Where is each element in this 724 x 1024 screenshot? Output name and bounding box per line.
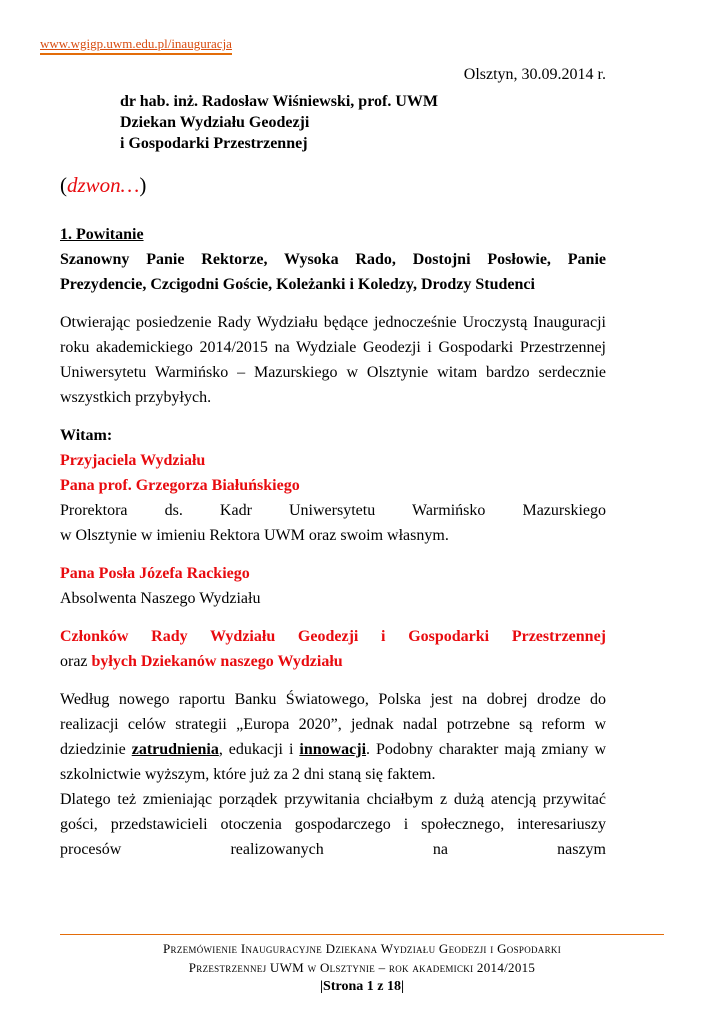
deputy-name: Pana Posła Józefa Rackiego xyxy=(60,565,250,582)
council-block xyxy=(60,624,606,674)
author-block xyxy=(60,91,606,154)
former-deans-line xyxy=(60,649,606,674)
inauguration-link[interactable]: www.wgigp.uwm.edu.pl/inauguracja xyxy=(40,36,232,55)
guest-role: Przyjaciela Wydziału xyxy=(60,452,206,469)
close-paren-text: ) xyxy=(139,173,147,197)
author-title-line-1: Dziekan Wydziału Geodezji xyxy=(120,114,310,131)
page-number: |Strona 1 z 18| xyxy=(319,979,405,994)
closing-paragraph: Dlatego też zmieniając porządek przywitania chciałbym z dużą atencją przywitać gości, przedstawicieli otoczenia gospodarczego i społecznego, interesariuszy procesów realizowanych na naszym xyxy=(60,791,606,858)
open-paren-text: ( xyxy=(60,173,67,197)
greeting-paragraph: Szanowny Panie Rektorze, Wysoka Rado, Dostojni Posłowie, Panie Prezydencie, Czcigodni Goście, Koleżanki i Koledzy, Drodzy Studenci xyxy=(60,251,606,293)
bell-cue-word: dzwon… xyxy=(67,173,140,197)
section-heading: 1. Powitanie xyxy=(60,226,144,243)
council-line: Członków Rady Wydziału Geodezji i Gospodarki Przestrzennej xyxy=(60,628,606,645)
opening-paragraph: Otwierając posiedzenie Rady Wydziału będące jednocześnie Uroczystą Inauguracji roku akademickiego 2014/2015 na Wydziale Geodezji i Gospodarki Przestrzennej Uniwersytetu Warmińsko – Mazurskiego w Olsztynie witam bardzo serdecznie wszystkich przybyłych. xyxy=(60,314,606,406)
stage-cue xyxy=(60,170,606,200)
author-title-line-2: i Gospodarki Przestrzennej xyxy=(120,135,308,152)
author-name: dr hab. inż. Radosław Wiśniewski, prof. UWM xyxy=(120,93,438,110)
guest-description-line-2: w Olsztynie w imieniu Rektora UWM oraz swoim własnym. xyxy=(60,527,449,544)
deputy-description: Absolwenta Naszego Wydziału xyxy=(60,590,261,607)
dateline: Olsztyn, 30.09.2014 r. xyxy=(463,66,606,83)
welcome-label: Witam: xyxy=(60,427,113,444)
connector-text: oraz xyxy=(60,653,92,670)
report-paragraph xyxy=(60,687,606,787)
footer-title-line-2: Przestrzennej UWM w Olsztynie – rok akademicki 2014/2015 xyxy=(188,960,536,975)
page-footer xyxy=(60,934,664,995)
emphasized-term-employment: zatrudnienia xyxy=(131,741,219,758)
footer-title-line-1: Przemówienie Inauguracyjne Dziekana Wydziału Geodezji i Gospodarki xyxy=(162,941,562,956)
guest-name: Pana prof. Grzegorza Białuńskiego xyxy=(60,477,300,494)
report-run-5: . Podobny charakter mają zmiany w szkolnictwie wyższym, które już za 2 dni staną się faktem. xyxy=(60,741,607,783)
emphasized-term-innovation: innowacji xyxy=(299,741,367,758)
report-run-3: , edukacji i xyxy=(218,741,300,758)
former-deans-text: byłych Dziekanów naszego Wydziału xyxy=(91,653,343,670)
report-run-1: Według nowego raportu Banku Światowego, Polska jest na dobrej drodze do realizacji celów strategii „Europa 2020”, jednak nadal potrzebne są reform w dziedzinie xyxy=(60,691,606,758)
guest-description-line-1: Prorektora ds. Kadr Uniwersytetu Warmińsko Mazurskiego xyxy=(60,502,606,519)
